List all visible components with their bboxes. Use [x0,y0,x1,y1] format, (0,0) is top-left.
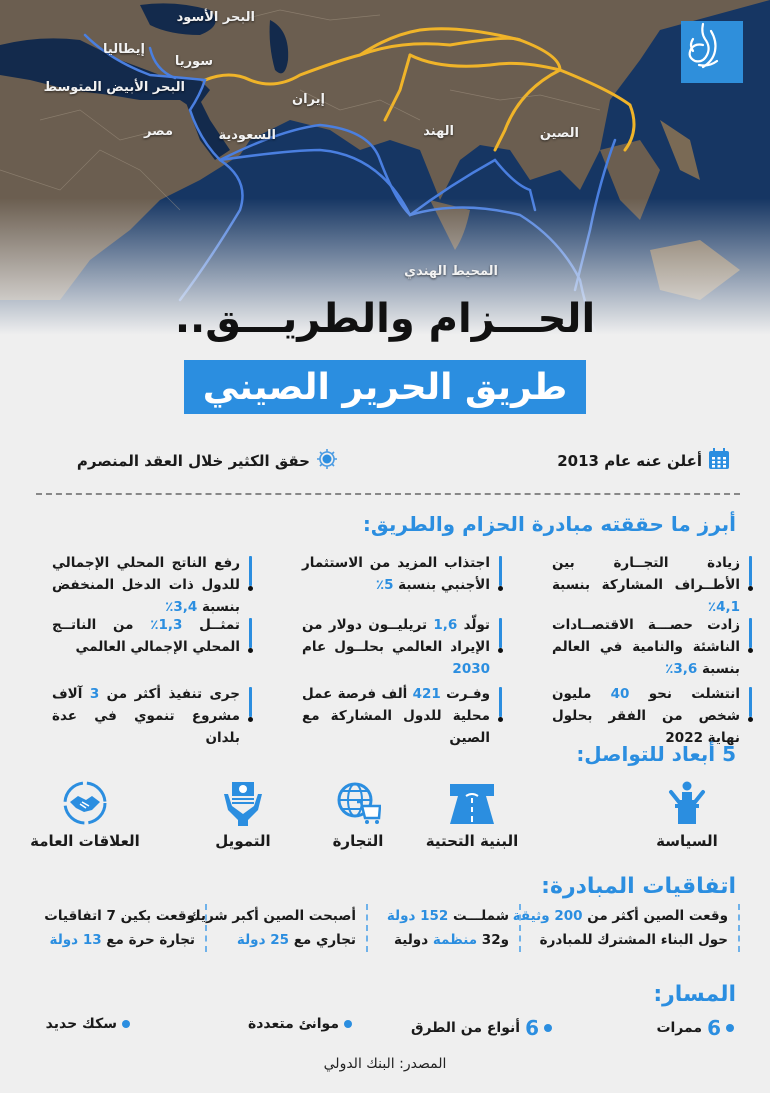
path-item: 6 أنواع من الطرق [411,1016,552,1040]
achievement-item: تولّد 1,6 تريليــون دولار من الإيراد العالمي بحلــول عام 2030 [302,614,502,680]
path-item: سكك حديد [46,1016,130,1032]
dimension-label: العلاقات العامة [30,832,140,850]
map-label-mediterranean: البحر الأبيض المتوسط [43,80,185,95]
bullet-icon [726,1024,734,1032]
infrastructure-road-icon [407,780,537,826]
dimensions-title: 5 أبعاد للتواصل: [576,742,736,766]
dimension-label: البنية التحتية [425,832,519,850]
agreement-item: أصبحت الصين أكبر شريك تجاري مع 25 دولة [188,904,368,952]
calendar-icon [708,448,730,474]
dimension-public-relations [20,780,150,850]
handshake-icon [20,780,150,826]
dashed-divider [36,493,740,495]
map-label-indian-ocean: المحيط الهندي [404,264,498,279]
map-label-egypt: مصر [144,124,173,139]
announced-text: أعلن عنه عام 2013 [557,452,702,470]
path-item: 6 ممرات [656,1016,734,1040]
finance-money-hands-icon [178,780,308,826]
agreements-title: اتفاقيات المبادرة: [541,874,736,899]
dimension-infrastructure [407,780,537,850]
agreement-item: وقعت بكين 7 اتفاقيات تجارة حرة مع 13 دولة [44,904,207,952]
achievement-item: جرى تنفيذ أكثر من 3 آلاف مشروع تنموي في عدة بلدان [52,683,252,749]
achievement-item: رفع الناتج المحلي الإجمالي للدول ذات الدخل المنخفض بنسبة 3,4٪ [52,552,252,618]
achievements-title: أبرز ما حققته مبادرة الحزام والطريق: [362,512,736,536]
achievement-item: زادت حصـــة الاقتصــادات الناشئة والنامية في العالم بنسبة 3,6٪ [552,614,752,680]
page-subtitle: طريق الحرير الصيني [202,366,568,408]
dimension-label: السياسة [656,832,718,850]
map-label-china: الصين [539,126,579,141]
path-item: موانئ متعددة [248,1016,352,1032]
announced-info [557,448,730,474]
achievement-item: تمثــل 1,3٪ من الناتــج المحلي الإجمالي العالمي [52,614,252,658]
achievement-item: اجتذاب المزيد من الاستثمار الأجنبي بنسبة 5٪ [302,552,502,596]
politics-podium-icon [622,780,752,826]
subtitle-banner [184,360,586,414]
achieved-info [77,448,338,474]
source-note: المصدر: البنك الدولي [323,1056,447,1072]
dimension-label: التجارة [332,832,384,850]
achieved-text: حقق الكثير خلال العقد المنصرم [76,452,310,470]
page-title: الحـــزام والطريـــق.. [174,296,596,342]
dimension-finance [178,780,308,850]
gear-globe-icon [316,448,338,474]
achievement-item: وفـرت 421 ألف فرصة عمل محلية للدول المشاركة مع الصين [302,683,502,749]
map-label-saudi: السعودية [218,128,276,143]
map-label-italy: إيطاليا [103,42,145,57]
trade-globe-cart-icon [293,780,423,826]
map-label-syria: سوريا [174,54,213,69]
achievement-item: زيادة التجــارة بين الأطــراف المشاركة بنسبة 4,1٪ [552,552,752,618]
map-label-india: الهند [423,124,454,139]
path-title: المسار: [653,982,736,1007]
bullet-icon [544,1024,552,1032]
bullet-icon [122,1020,130,1028]
dimension-politics [622,780,752,850]
agreement-item: شملـــت 152 دولة و32 منظمة دولية [387,904,521,952]
map-label-iran: إيران [292,92,325,107]
aljazeera-logo-icon [681,21,743,83]
agreement-item: وقعت الصين أكثر من 200 وثيقة حول البناء المشترك للمبادرة [513,904,740,952]
map-label-black-sea: البحر الأسود [176,10,255,25]
bullet-icon [344,1020,352,1028]
dimension-label: التمويل [215,832,271,850]
achievement-item: انتشلت نحو 40 مليون شخص من الفقر بحلول نهاية 2022 [552,683,752,749]
dimension-trade [293,780,423,850]
